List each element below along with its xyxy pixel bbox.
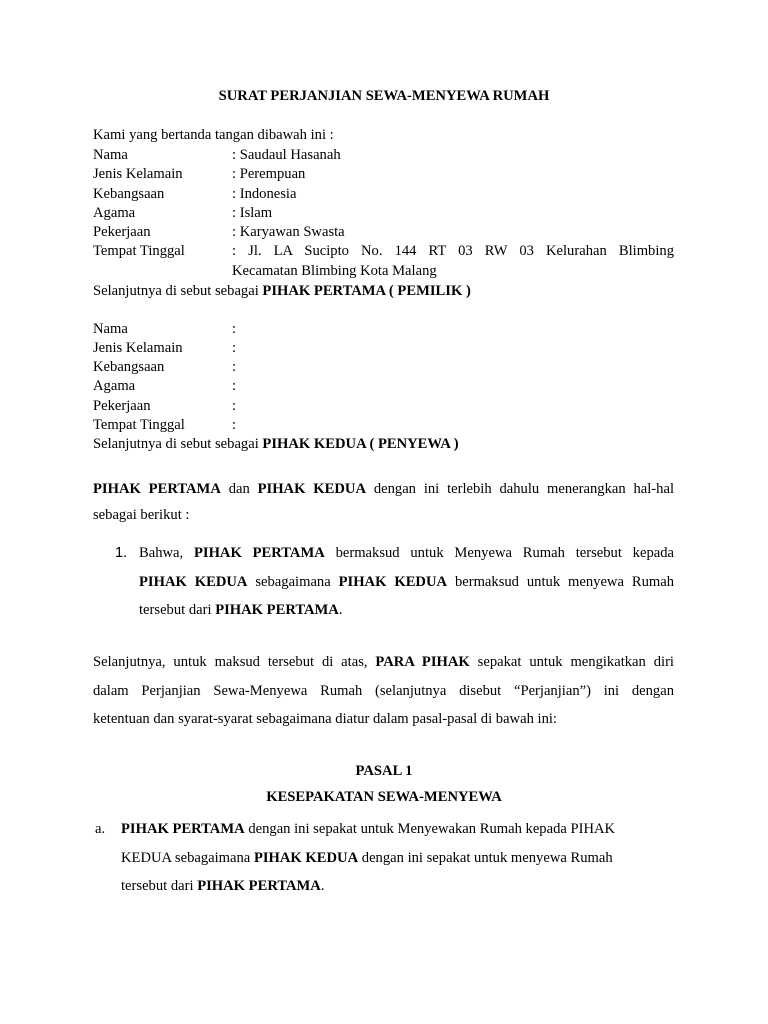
party2-designation xyxy=(93,436,459,453)
pasal-item-a-text-1: dengan ini sepakat untuk Menyewakan Rumah kepada PIHAK xyxy=(244,821,616,837)
preamble-party1: PIHAK PERTAMA xyxy=(93,481,221,497)
party1-occupation-label: Pekerjaan xyxy=(93,224,151,240)
party2-religion-value: : xyxy=(232,378,237,394)
party2-occupation-value: : xyxy=(232,398,237,414)
party2-designation-prefix: Selanjutnya di sebut sebagai xyxy=(93,436,263,452)
pasal-item-a-party1-b: PIHAK PERTAMA xyxy=(197,878,321,894)
item-1-party1: PIHAK PERTAMA xyxy=(193,545,325,561)
party1-religion-label: Agama xyxy=(93,205,136,221)
party1-designation-prefix: Selanjutnya di sebut sebagai xyxy=(93,283,263,299)
agreement-line-2: dalam Perjanjian Sewa-Menyewa Rumah (selanjutnya disebut “Perjanjian”) ini dengan xyxy=(93,683,674,699)
party1-address-value-line2: Kecamatan Blimbing Kota Malang xyxy=(232,263,437,279)
pasal-item-a-line-2 xyxy=(121,850,613,867)
preamble-line-2: sebagai berikut : xyxy=(93,507,190,523)
item-1-line-2 xyxy=(139,574,674,591)
intro-text: Kami yang bertanda tangan dibawah ini : xyxy=(93,127,334,143)
pasal-subheading: KESEPAKATAN SEWA-MENYEWA xyxy=(266,789,502,805)
pasal-item-a-text-3: dengan ini sepakat untuk menyewa Rumah xyxy=(358,850,613,866)
party1-name-label: Nama xyxy=(93,147,128,163)
party2-designation-role: PIHAK KEDUA ( PENYEWA ) xyxy=(262,436,459,452)
item-1-line-1 xyxy=(139,545,674,562)
preamble-line-1 xyxy=(93,481,674,498)
party1-religion-value: : Islam xyxy=(232,205,273,221)
preamble-text-1: dan xyxy=(220,481,258,497)
pasal-heading: PASAL 1 xyxy=(355,763,413,779)
item-1-party2-a: PIHAK KEDUA xyxy=(139,574,248,590)
party1-address-label: Tempat Tinggal xyxy=(93,243,185,259)
party2-address-label: Tempat Tinggal xyxy=(93,417,185,433)
pasal-item-a-party2: PIHAK KEDUA xyxy=(253,850,359,866)
party1-nationality-value: : Indonesia xyxy=(232,186,297,202)
item-1-text-4: bermaksud untuk menyewa Rumah xyxy=(447,574,674,590)
party1-name-value: : Saudaul Hasanah xyxy=(232,147,341,163)
party1-nationality-label: Kebangsaan xyxy=(93,186,165,202)
party2-occupation-label: Pekerjaan xyxy=(93,398,151,414)
pasal-item-a-line-3 xyxy=(121,878,325,895)
agreement-text-2: sepakat untuk mengikatkan diri xyxy=(469,654,674,670)
item-1-text-2: bermaksud untuk Menyewa Rumah tersebut kepada xyxy=(324,545,674,561)
party2-gender-value: : xyxy=(232,340,237,356)
party2-nationality-label: Kebangsaan xyxy=(93,359,165,375)
party1-designation-role: PIHAK PERTAMA ( PEMILIK ) xyxy=(262,283,471,299)
item-1-party2-b: PIHAK KEDUA xyxy=(338,574,448,590)
preamble-text-2: dengan ini terlebih dahulu menerangkan hal-hal xyxy=(366,481,674,497)
party2-gender-label: Jenis Kelamain xyxy=(93,340,183,356)
preamble-party2: PIHAK KEDUA xyxy=(257,481,366,497)
party1-gender-value: : Perempuan xyxy=(232,166,306,182)
agreement-parties: PARA PIHAK xyxy=(375,654,470,670)
agreement-line-3: ketentuan dan syarat-syarat sebagaimana diatur dalam pasal-pasal di bawah ini: xyxy=(93,711,557,727)
item-1-line-3 xyxy=(139,602,343,619)
item-1-text-3: sebagaimana xyxy=(247,574,339,590)
party1-designation xyxy=(93,283,471,300)
pasal-item-a-line-1 xyxy=(121,821,615,838)
party1-gender-label: Jenis Kelamain xyxy=(93,166,183,182)
party2-name-value: : xyxy=(232,321,237,337)
party2-nationality-value: : xyxy=(232,359,237,375)
party1-occupation-value: : Karyawan Swasta xyxy=(232,224,345,240)
pasal-item-a-text-5: . xyxy=(320,878,325,894)
item-1-text-5: tersebut dari xyxy=(139,602,216,618)
item-1-text-1: Bahwa, xyxy=(139,545,194,561)
pasal-item-a-letter: a. xyxy=(95,821,106,837)
item-1-text-6: . xyxy=(338,602,343,618)
agreement-text-1: Selanjutnya, untuk maksud tersebut di atas, xyxy=(93,654,376,670)
item-1-number: 1. xyxy=(115,545,128,561)
party2-address-value: : xyxy=(232,417,237,433)
party1-address-value: : Jl. LA Sucipto No. 144 RT 03 RW 03 Kelurahan Blimbing xyxy=(232,243,674,259)
agreement-line-1 xyxy=(93,654,674,671)
pasal-item-a-text-4: tersebut dari xyxy=(121,878,198,894)
document-title: SURAT PERJANJIAN SEWA-MENYEWA RUMAH xyxy=(218,88,550,104)
pasal-item-a-party1: PIHAK PERTAMA xyxy=(121,821,245,837)
party2-name-label: Nama xyxy=(93,321,128,337)
item-1-party1-b: PIHAK PERTAMA xyxy=(215,602,339,618)
party2-religion-label: Agama xyxy=(93,378,136,394)
pasal-item-a-text-2: KEDUA sebagaimana xyxy=(121,850,254,866)
